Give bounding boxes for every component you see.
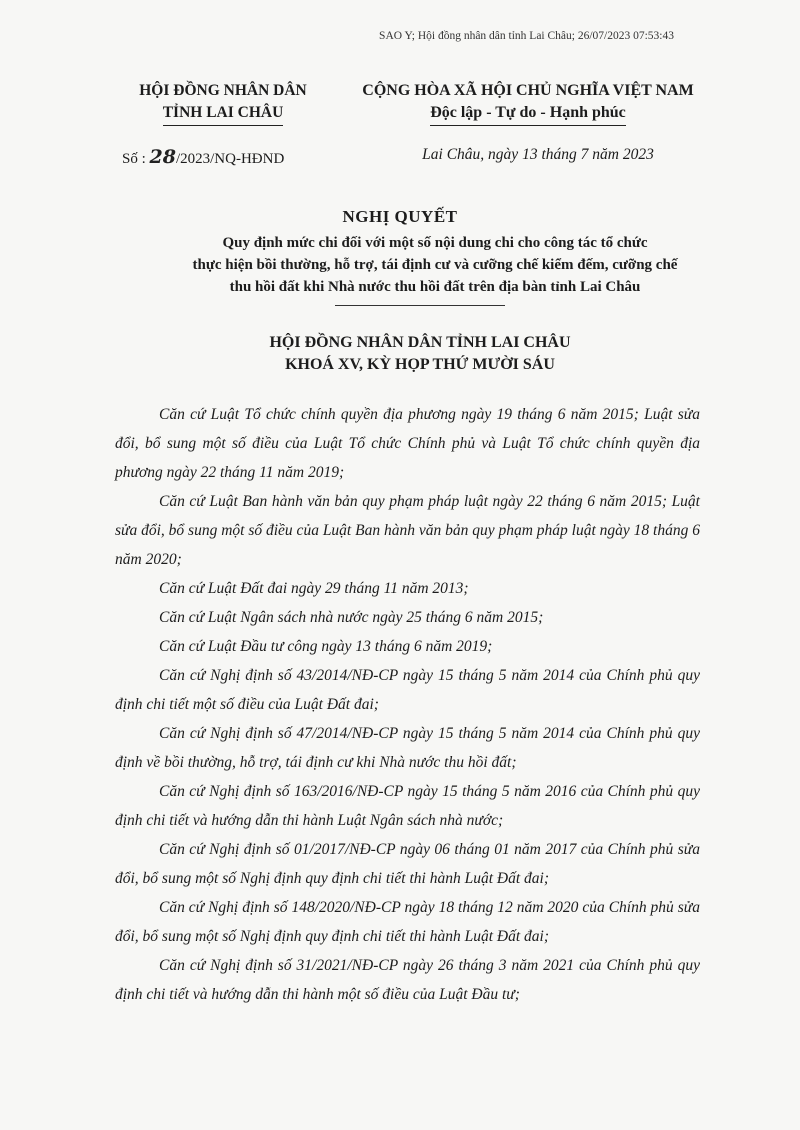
motto: Độc lập - Tự do - Hạnh phúc: [430, 102, 626, 126]
legal-basis-paragraph: Căn cứ Luật Đất đai ngày 29 tháng 11 năm 2013;: [159, 580, 469, 597]
legal-basis-paragraph: Căn cứ Nghị định số 31/2021/NĐ-CP ngày 26 tháng 3 năm 2021 của Chính phủ quy định chi tiết và hướng dẫn thi hành một số điều của Luật Đầu tư;: [115, 957, 700, 1003]
legal-basis-paragraph: Căn cứ Nghị định số 01/2017/NĐ-CP ngày 06 tháng 01 năm 2017 của Chính phủ sửa đổi, bổ sung một số Nghị định quy định chi tiết thi hành Luật Đất đai;: [115, 841, 700, 887]
doc-number-prefix: Số :: [122, 151, 146, 167]
summary-line: thực hiện bồi thường, hỗ trợ, tái định cư và cưỡng chế kiểm đếm, cưỡng chế: [192, 257, 678, 273]
council-name: HỘI ĐỒNG NHÂN DÂN TỈNH LAI CHÂU: [269, 334, 571, 351]
country-name: CỘNG HÒA XÃ HỘI CHỦ NGHĨA VIỆT NAM: [362, 82, 694, 99]
issuing-body-line2: TỈNH LAI CHÂU: [163, 102, 284, 126]
national-motto: [338, 80, 718, 126]
issuing-body-line1: HỘI ĐỒNG NHÂN DÂN: [139, 82, 307, 99]
place-and-date: Lai Châu, ngày 13 tháng 7 năm 2023: [422, 146, 654, 163]
doc-number-suffix: /2023/NQ-HĐND: [175, 151, 285, 167]
document-summary: [150, 232, 720, 298]
council-session: KHOÁ XV, KỲ HỌP THỨ MƯỜI SÁU: [285, 356, 555, 373]
document-number: [122, 146, 284, 168]
copy-certification-line: SAO Y; Hội đồng nhân dân tỉnh Lai Châu; 26/07/2023 07:53:43: [379, 30, 674, 42]
legal-basis-paragraph: Căn cứ Luật Ngân sách nhà nước ngày 25 tháng 6 năm 2015;: [159, 609, 544, 626]
legal-basis-paragraph: Căn cứ Nghị định số 47/2014/NĐ-CP ngày 15 tháng 5 năm 2014 của Chính phủ quy định về bồi thường, hỗ trợ, tái định cư khi Nhà nước thu hồi đất;: [115, 725, 700, 771]
issuing-body: [98, 80, 348, 126]
legal-basis-paragraph: Căn cứ Nghị định số 163/2016/NĐ-CP ngày 15 tháng 5 năm 2016 của Chính phủ quy định chi tiết và hướng dẫn thi hành Luật Ngân sách nhà nước;: [115, 783, 700, 829]
doc-number-handwritten: 28: [149, 146, 176, 168]
summary-line: Quy định mức chi đối với một số nội dung chi cho công tác tổ chức: [222, 235, 648, 251]
legal-basis-paragraph: Căn cứ Luật Tổ chức chính quyền địa phương ngày 19 tháng 6 năm 2015; Luật sửa đổi, bổ sung một số điều của Luật Tổ chức Chính phủ và Luật Tổ chức chính quyền địa phương ngày 22 tháng 11 năm 2019;: [115, 406, 700, 481]
council-heading: [100, 332, 740, 376]
summary-line: thu hồi đất khi Nhà nước thu hồi đất trên địa bàn tỉnh Lai Châu: [229, 279, 641, 295]
document-type-title: NGHỊ QUYẾT: [342, 207, 458, 226]
summary-divider: [335, 305, 505, 306]
legal-bases: [115, 400, 700, 1009]
legal-basis-paragraph: Căn cứ Luật Đầu tư công ngày 13 tháng 6 năm 2019;: [159, 638, 493, 655]
legal-basis-paragraph: Căn cứ Luật Ban hành văn bản quy phạm pháp luật ngày 22 tháng 6 năm 2015; Luật sửa đổi, bổ sung một số điều của Luật Ban hành văn bản quy phạm pháp luật ngày 18 tháng 6 năm 2020;: [115, 493, 700, 568]
legal-basis-paragraph: Căn cứ Nghị định số 43/2014/NĐ-CP ngày 15 tháng 5 năm 2014 của Chính phủ quy định chi tiết một số điều của Luật Đất đai;: [115, 667, 700, 713]
legal-basis-paragraph: Căn cứ Nghị định số 148/2020/NĐ-CP ngày 18 tháng 12 năm 2020 của Chính phủ sửa đổi, bổ sung một số Nghị định quy định chi tiết thi hành Luật Đất đai;: [115, 899, 700, 945]
